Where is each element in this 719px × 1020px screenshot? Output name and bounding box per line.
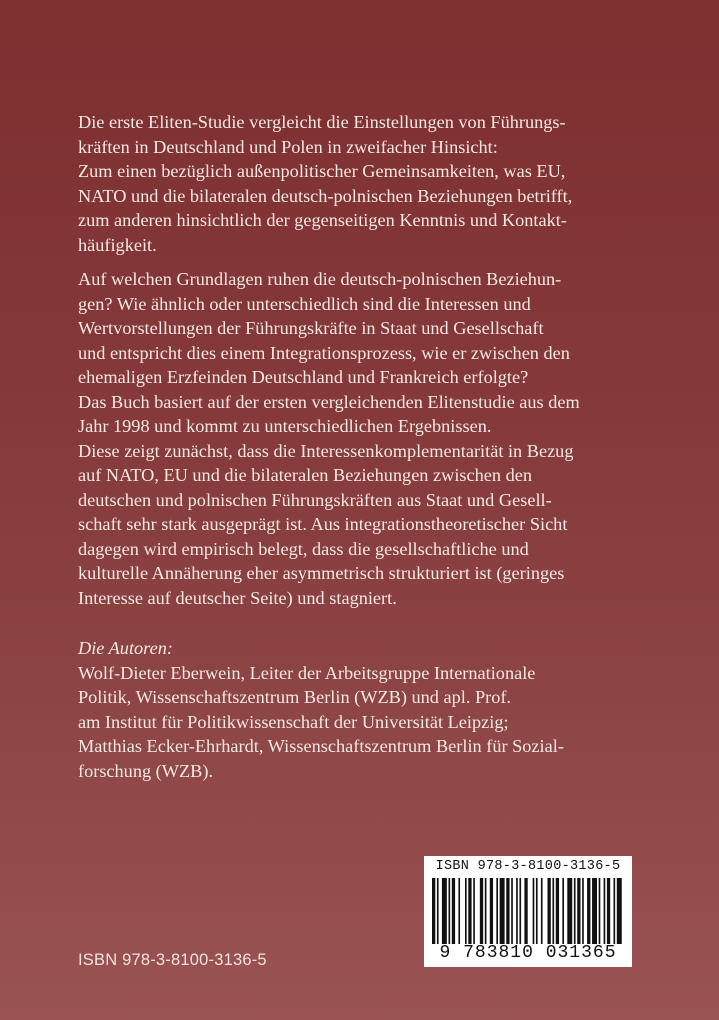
blurb-line: Das Buch basiert auf der ersten vergleichenden Elitenstudie aus dem (78, 391, 580, 412)
barcode-bar (490, 878, 493, 944)
blurb-line: Wertvorstellungen der Führungskräfte in Staat und Gesellschaft (78, 318, 544, 338)
barcode-bar (485, 878, 487, 944)
barcode-bar (442, 878, 447, 944)
barcode-bar (562, 878, 564, 944)
blurb-line: kräften in Deutschland und Polen in zweifacher Hinsicht: (78, 136, 498, 157)
author-line: forschung (WZB). (78, 760, 214, 781)
barcode-bar (468, 878, 471, 944)
author-line: Politik, Wissenschaftszentrum Berlin (WZB) und apl. Prof. (78, 687, 512, 707)
barcode-bar (599, 878, 601, 944)
barcode-bar (473, 878, 475, 944)
barcode-bar (519, 878, 521, 944)
barcode-bar (617, 878, 622, 944)
barcode-isbn-label: ISBN 978-3-8100-3136-5 (435, 859, 621, 874)
barcode-bar (604, 878, 606, 944)
barcode-bar (556, 878, 559, 944)
barcode-bar (432, 878, 435, 944)
barcode-bar (458, 878, 460, 944)
barcode-bar (506, 878, 509, 944)
barcode-bar (548, 878, 551, 944)
barcode-bar (567, 878, 572, 944)
author-line: Matthias Ecker-Ehrhardt, Wissenschaftszentrum Berlin für Sozial- (78, 736, 564, 756)
authors-heading: Die Autoren: (78, 638, 173, 658)
blurb-line: Auf welchen Grundlagen ruhen die deutsch-polnischen Beziehun- (78, 269, 562, 289)
barcode-bar (614, 878, 616, 944)
barcode-bar (607, 878, 610, 944)
barcode-bar (577, 878, 580, 944)
blurb-line: deutschen und polnischen Führungskräften aus Staat und Gesell- (78, 489, 552, 510)
barcode-bar (465, 878, 467, 944)
barcode-bar (582, 878, 584, 944)
blurb-line: zum anderen hinsichtlich der gegenseitigen Kenntnis und Kontakt- (78, 210, 567, 230)
barcode-bar (496, 878, 498, 944)
author-line: am Institut für Politikwissenschaft der Universität Leipzig; (78, 711, 509, 732)
blurb-line: gen? Wie ähnlich oder unterschiedlich sind die Interessen und (78, 293, 531, 314)
blurb-line: schaft sehr stark ausgeprägt ist. Aus integrationstheoretischer Sicht (78, 514, 568, 534)
barcode-digits: 9 783810 031365 (439, 943, 617, 963)
blurb-line: Jahr 1998 und kommt zu unterschiedlichen Ergebnissen. (78, 416, 492, 436)
barcode-bar (552, 878, 554, 944)
blurb-line: NATO und die bilateralen deutsch-polnischen Beziehungen betrifft, (78, 185, 573, 206)
barcode-bar (574, 878, 576, 944)
barcode-bar (516, 878, 518, 944)
isbn-number: ISBN 978-3-8100-3136-5 (78, 951, 267, 969)
barcode-bar (587, 878, 590, 944)
barcode-bar (536, 878, 538, 944)
blurb-line: Diese zeigt zunächst, dass die Interessenkomplementarität in Bezug (78, 440, 574, 461)
barcode-bar (437, 878, 439, 944)
barcode-bar (452, 878, 455, 944)
blurb-line: und entspricht dies einem Integrationsprozess, wie er zwischen den (78, 342, 570, 363)
barcode-bar (449, 878, 451, 944)
barcode-bar (524, 878, 527, 944)
blurb-line: ehemaligen Erzfeinden Deutschland und Frankreich erfolgte? (78, 367, 529, 387)
barcode-bar (511, 878, 513, 944)
barcode-bar (533, 878, 535, 944)
back-cover-text (78, 110, 638, 783)
isbn-barcode (424, 856, 632, 967)
barcode-bar (592, 878, 597, 944)
blurb-line: auf NATO, EU und die bilateralen Beziehungen zwischen den (78, 465, 533, 485)
barcode-bar (541, 878, 543, 944)
blurb-line: dagegen wird empirisch belegt, dass die gesellschaftliche und (78, 538, 529, 559)
barcode-bars (430, 878, 626, 944)
barcode-bar (500, 878, 505, 944)
blurb-line: Die erste Eliten-Studie vergleicht die Einstellungen von Führungs- (78, 112, 566, 132)
blurb-line: Interesse auf deutscher Seite) und stagniert. (78, 587, 397, 608)
barcode-bar (480, 878, 483, 944)
blurb-line: häufigkeit. (78, 234, 157, 255)
blurb-line: kulturelle Annäherung eher asymmetrisch strukturiert ist (geringes (78, 563, 565, 583)
author-line: Wolf-Dieter Eberwein, Leiter der Arbeitsgruppe Internationale (78, 662, 536, 683)
blurb-line: Zum einen bezüglich außenpolitischer Gemeinsamkeiten, was EU, (78, 161, 566, 181)
